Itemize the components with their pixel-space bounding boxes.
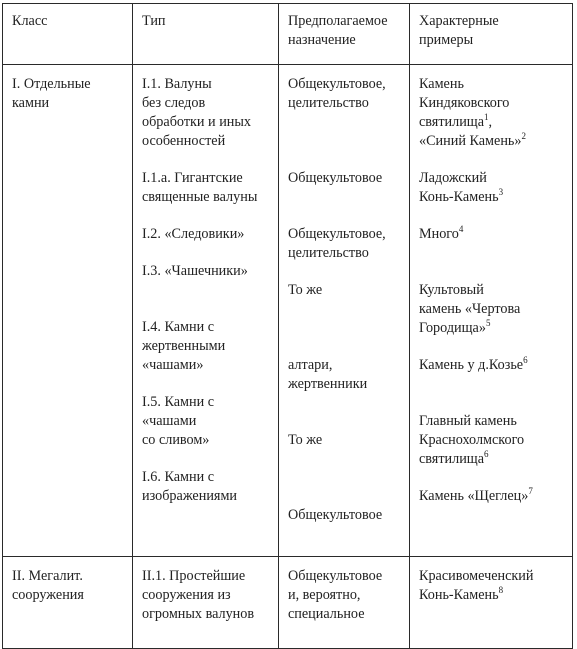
table-header-row [3,4,573,65]
footnote-ref: 2 [521,131,526,141]
footnote-ref: 3 [498,187,504,197]
example-entry [419,225,566,244]
type-entry: I.6. Камни с изображениями [142,469,238,504]
example-entry [419,281,566,338]
classification-table [2,3,573,649]
purpose-entry: Общекультовое [288,507,383,523]
type-entry: I.1.a. Гигантские священные валуны [142,170,258,205]
purpose-entry: Общекультовое [288,170,383,186]
type-entry: I.3. «Чашечники» [142,263,248,279]
example-text: Красивомеченский Конь-Камень [419,568,534,603]
example-text: Камень Киндяковского святилища [419,76,510,130]
footnote-ref: 7 [528,486,533,496]
footnote-ref: 6 [484,449,489,459]
footnote-ref: 6 [523,355,528,365]
type-entry: I.2. «Следовики» [142,226,245,242]
examples-cell [410,65,573,557]
table-row-class-2 [3,557,573,649]
purpose-entry: Общекультовое и, вероятно, специальное [279,557,410,649]
header-class: Класс [3,4,133,65]
type-entry: II.1. Простейшие сооружения из огромных валунов [133,557,279,649]
purpose-cell [279,65,410,557]
purpose-entry: алтари, жертвенники [288,357,368,392]
example-entry [419,356,566,375]
class-label: I. Отдельные камни [3,65,133,557]
type-cell [133,65,279,557]
example-text: «Синий Камень» [419,133,522,149]
header-purpose: Предполагаемое назначение [279,4,410,65]
footnote-ref: 1 [484,112,489,122]
purpose-entry: То же [288,282,323,298]
example-text: Много [419,226,459,242]
example-entry [410,557,573,649]
example-text: Камень у д.Козье [419,357,524,373]
type-entry: I.5. Камни с «чашами со сливом» [142,394,215,448]
purpose-entry: Общекультовое, целительство [288,76,386,111]
footnote-ref: 8 [498,585,504,595]
example-entry [419,487,566,506]
header-type: Тип [133,4,279,65]
purpose-entry: Общекультовое, целительство [288,226,386,261]
example-text: Главный камень Краснохолмского святилища [419,413,525,467]
footnote-ref: 5 [485,318,491,328]
example-entry [419,412,566,469]
example-entry: Камень Киндяковского святилища$^1$, «Синий Камень»$^2$ [419,76,526,149]
class-label: II. Мегалит. сооружения [3,557,133,649]
type-entry: I.1. Валуны без следов обработки и иных особенностей [142,76,252,149]
header-examples: Характерные примеры [410,4,573,65]
purpose-entry: То же [288,432,323,448]
example-text: Культовый камень «Чертова Городища» [419,282,521,336]
table-row-class-1 [3,65,573,557]
example-text: Ладожский Конь-Камень [419,170,499,205]
example-text: Камень «Щеглец» [419,488,529,504]
example-entry [419,169,566,207]
footnote-ref: 4 [458,224,464,234]
type-entry: I.4. Камни с жертвенными «чашами» [142,319,226,373]
